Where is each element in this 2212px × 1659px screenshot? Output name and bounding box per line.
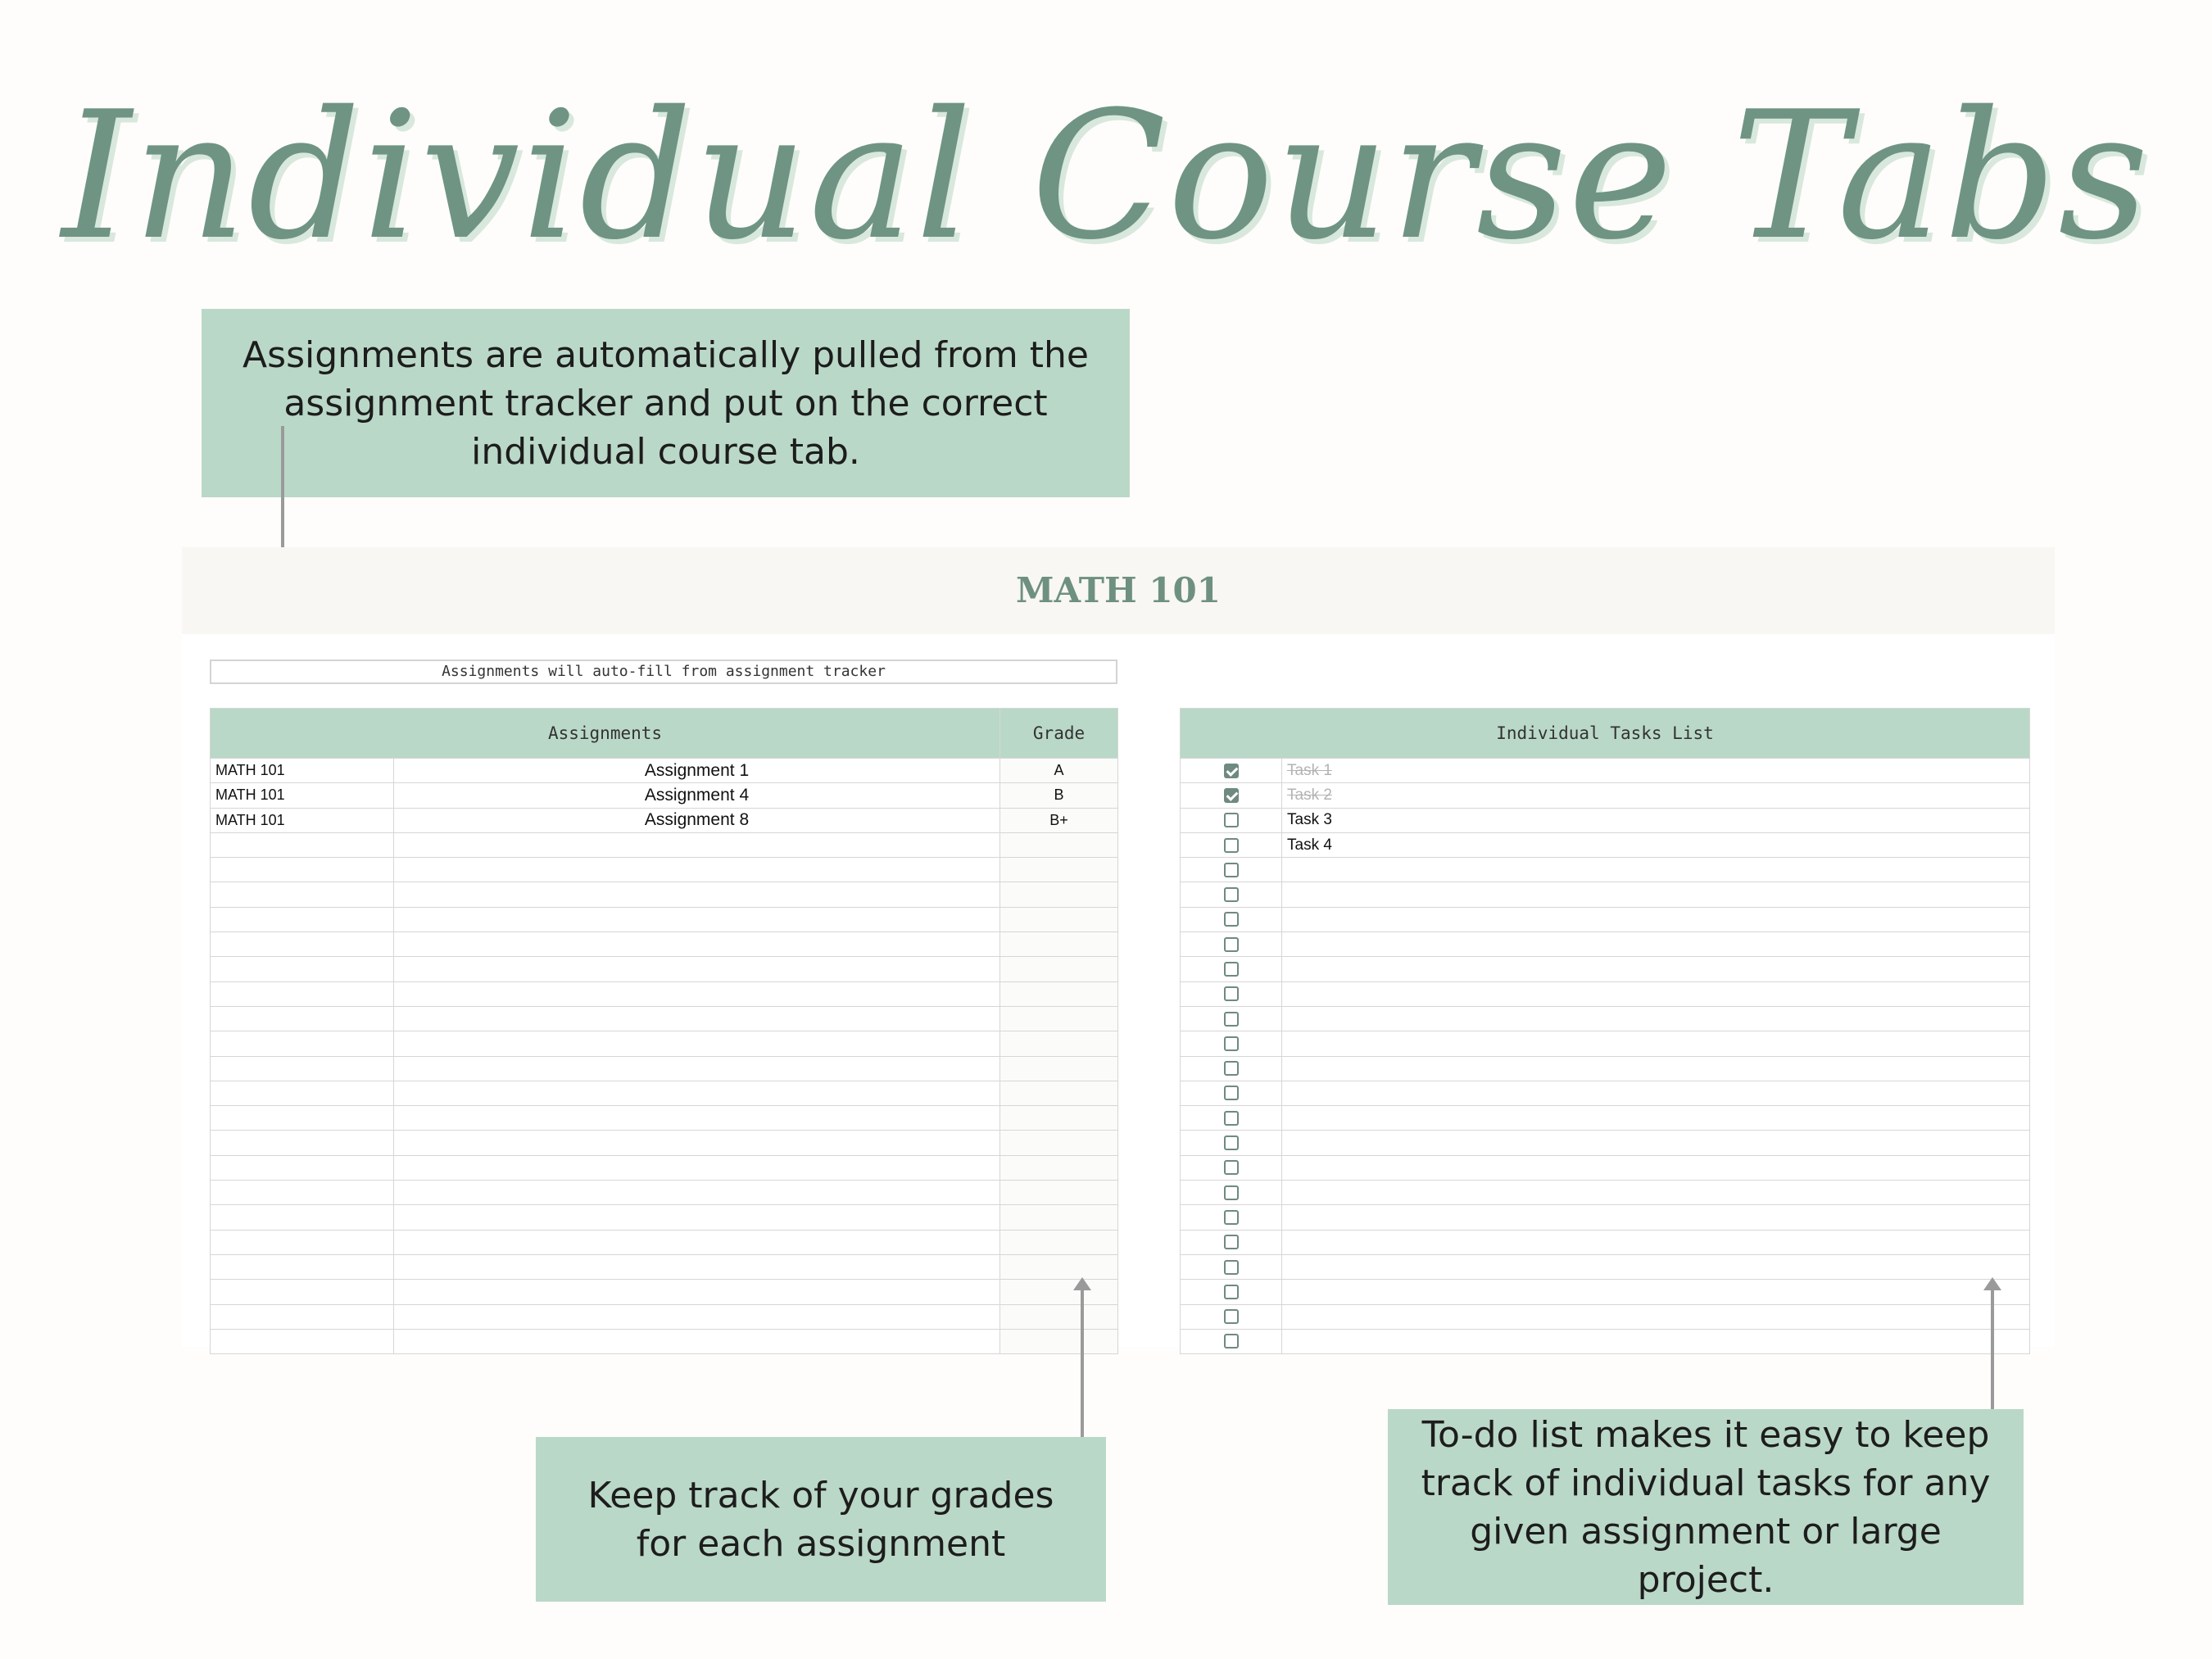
grade-cell[interactable] (1000, 858, 1118, 882)
grade-cell[interactable]: A (1000, 759, 1118, 783)
assignment-name-cell[interactable] (394, 1254, 1000, 1279)
task-label-cell[interactable] (1282, 1181, 2030, 1205)
assignment-name-cell[interactable] (394, 1106, 1000, 1131)
task-row (1181, 1181, 2030, 1205)
table-row (211, 1006, 1118, 1031)
table-row (211, 1254, 1118, 1279)
task-label-cell[interactable]: Task 1 (1282, 759, 2030, 783)
course-cell[interactable] (211, 882, 394, 907)
checkbox-cell (1181, 932, 1282, 957)
checkbox-cell (1181, 1131, 1282, 1155)
assignment-name-cell[interactable] (394, 981, 1000, 1006)
table-row (211, 957, 1118, 981)
course-cell[interactable] (211, 1031, 394, 1056)
task-checkbox[interactable] (1224, 912, 1239, 927)
course-cell[interactable] (211, 1329, 394, 1353)
assignment-name-cell[interactable] (394, 957, 1000, 981)
table-row (211, 808, 1118, 832)
table-row (211, 1304, 1118, 1329)
table-row (211, 832, 1118, 857)
task-label-cell[interactable] (1282, 1230, 2030, 1254)
grade-cell[interactable] (1000, 1304, 1118, 1329)
assignments-header: Assignments (211, 709, 1000, 759)
checkbox-cell (1181, 882, 1282, 907)
course-cell[interactable] (211, 1056, 394, 1081)
checkbox-cell (1181, 759, 1282, 783)
table-row (211, 932, 1118, 957)
assignment-name-cell[interactable] (394, 1031, 1000, 1056)
task-row (1181, 907, 2030, 931)
checkbox-cell (1181, 1254, 1282, 1279)
checkbox-cell (1181, 1031, 1282, 1056)
task-label-cell[interactable]: Task 4 (1282, 832, 2030, 857)
task-checkbox[interactable] (1224, 764, 1239, 778)
task-checkbox[interactable] (1224, 838, 1239, 853)
grade-cell[interactable] (1000, 1106, 1118, 1131)
grade-cell[interactable] (1000, 882, 1118, 907)
grade-cell[interactable] (1000, 832, 1118, 857)
assignment-name-cell[interactable]: Assignment 4 (394, 783, 1000, 808)
grade-cell[interactable] (1000, 1181, 1118, 1205)
assignments-table (210, 708, 1118, 1354)
grade-cell[interactable] (1000, 981, 1118, 1006)
assignment-name-cell[interactable] (394, 1181, 1000, 1205)
grade-cell[interactable] (1000, 1056, 1118, 1081)
task-checkbox[interactable] (1224, 1012, 1239, 1027)
checkbox-cell (1181, 981, 1282, 1006)
callout-grades: Keep track of your grades for each assignment (536, 1437, 1106, 1602)
task-label-cell[interactable]: Task 3 (1282, 808, 2030, 832)
table-row (211, 882, 1118, 907)
task-checkbox[interactable] (1224, 937, 1239, 952)
task-checkbox[interactable] (1224, 1061, 1239, 1076)
course-cell[interactable] (211, 1006, 394, 1031)
table-row (211, 1181, 1118, 1205)
checkbox-cell (1181, 1280, 1282, 1304)
autofill-note: Assignments will auto-fill from assignment tracker (210, 660, 1117, 684)
task-row (1181, 1106, 2030, 1131)
task-row (1181, 808, 2030, 832)
assignment-name-cell[interactable] (394, 1081, 1000, 1105)
course-header-band (182, 547, 2055, 634)
callout-assignments: Assignments are automatically pulled from the assignment tracker and put on the correct individual course tab. (202, 309, 1130, 497)
assignment-name-cell[interactable]: Assignment 8 (394, 808, 1000, 832)
grade-cell[interactable] (1000, 1155, 1118, 1180)
course-cell[interactable] (211, 832, 394, 857)
grade-cell[interactable] (1000, 1006, 1118, 1031)
course-cell[interactable] (211, 1280, 394, 1304)
grade-cell[interactable] (1000, 932, 1118, 957)
table-row (211, 1329, 1118, 1353)
course-cell[interactable] (211, 957, 394, 981)
task-checkbox[interactable] (1224, 1235, 1239, 1249)
course-cell[interactable] (211, 1304, 394, 1329)
task-row (1181, 1056, 2030, 1081)
course-cell[interactable] (211, 1230, 394, 1254)
checkbox-cell (1181, 1106, 1282, 1131)
task-label-cell[interactable] (1282, 932, 2030, 957)
checkbox-cell (1181, 1230, 1282, 1254)
checkbox-cell (1181, 1181, 1282, 1205)
table-row (211, 1280, 1118, 1304)
task-row (1181, 1081, 2030, 1105)
course-cell[interactable]: MATH 101 (211, 808, 394, 832)
checkbox-cell (1181, 1056, 1282, 1081)
checkbox-cell (1181, 1205, 1282, 1230)
grade-cell[interactable]: B (1000, 783, 1118, 808)
checkbox-cell (1181, 808, 1282, 832)
task-label-cell[interactable] (1282, 907, 2030, 931)
task-label-cell[interactable] (1282, 1056, 2030, 1081)
task-label-cell[interactable] (1282, 1205, 2030, 1230)
task-row (1181, 1131, 2030, 1155)
task-checkbox[interactable] (1224, 1036, 1239, 1051)
course-cell[interactable] (211, 858, 394, 882)
task-row (1181, 1031, 2030, 1056)
arrow-head-up-tasks (1983, 1277, 2001, 1290)
table-row (211, 1031, 1118, 1056)
table-row (211, 1205, 1118, 1230)
table-row (211, 1230, 1118, 1254)
arrow-head-up-grade (1073, 1277, 1091, 1290)
task-label-cell[interactable]: Task 2 (1282, 783, 2030, 808)
task-row (1181, 957, 2030, 981)
course-title: MATH 101 (1015, 570, 1221, 610)
grade-cell[interactable] (1000, 907, 1118, 931)
task-label-cell[interactable] (1282, 1106, 2030, 1131)
task-checkbox[interactable] (1224, 986, 1239, 1001)
task-row (1181, 1205, 2030, 1230)
checkbox-cell (1181, 1304, 1282, 1329)
table-row (211, 1106, 1118, 1131)
assignment-name-cell[interactable] (394, 1230, 1000, 1254)
grade-header: Grade (1000, 709, 1118, 759)
table-row (211, 981, 1118, 1006)
task-row (1181, 1155, 2030, 1180)
task-checkbox[interactable] (1224, 1334, 1239, 1349)
task-label-cell[interactable] (1282, 1304, 2030, 1329)
course-cell[interactable] (211, 1106, 394, 1131)
task-checkbox[interactable] (1224, 1210, 1239, 1225)
task-label-cell[interactable] (1282, 1329, 2030, 1353)
grade-cell[interactable] (1000, 1254, 1118, 1279)
task-row (1181, 783, 2030, 808)
task-row (1181, 1230, 2030, 1254)
task-row (1181, 882, 2030, 907)
course-cell[interactable] (211, 1181, 394, 1205)
checkbox-cell (1181, 957, 1282, 981)
task-label-cell[interactable] (1282, 858, 2030, 882)
course-cell[interactable] (211, 1254, 394, 1279)
table-row (211, 1155, 1118, 1180)
grade-cell[interactable] (1000, 1230, 1118, 1254)
task-row (1181, 858, 2030, 882)
table-row (211, 1081, 1118, 1105)
grade-cell[interactable] (1000, 957, 1118, 981)
task-row (1181, 1304, 2030, 1329)
checkbox-cell (1181, 1155, 1282, 1180)
grade-cell[interactable] (1000, 1031, 1118, 1056)
task-row (1181, 832, 2030, 857)
grade-cell[interactable] (1000, 1205, 1118, 1230)
task-checkbox[interactable] (1224, 1185, 1239, 1200)
task-checkbox[interactable] (1224, 1135, 1239, 1150)
task-checkbox[interactable] (1224, 813, 1239, 827)
task-row (1181, 1280, 2030, 1304)
task-row (1181, 759, 2030, 783)
task-label-cell[interactable] (1282, 1031, 2030, 1056)
callout-todo: To-do list makes it easy to keep track of individual tasks for any given assignment or large project. (1388, 1409, 2024, 1605)
course-cell[interactable] (211, 907, 394, 931)
table-row (211, 1131, 1118, 1155)
task-row (1181, 1329, 2030, 1353)
table-row (211, 759, 1118, 783)
grade-cell[interactable]: B+ (1000, 808, 1118, 832)
course-cell[interactable] (211, 1131, 394, 1155)
task-row (1181, 1006, 2030, 1031)
task-row (1181, 981, 2030, 1006)
task-checkbox[interactable] (1224, 887, 1239, 902)
task-row (1181, 932, 2030, 957)
task-checkbox[interactable] (1224, 1309, 1239, 1324)
course-cell[interactable] (211, 1155, 394, 1180)
table-row (211, 1056, 1118, 1081)
task-label-cell[interactable] (1282, 1081, 2030, 1105)
table-row (211, 858, 1118, 882)
task-label-cell[interactable] (1282, 1254, 2030, 1279)
checkbox-cell (1181, 1081, 1282, 1105)
course-cell[interactable] (211, 1081, 394, 1105)
assignment-name-cell[interactable] (394, 1131, 1000, 1155)
checkbox-cell (1181, 1329, 1282, 1353)
course-cell[interactable]: MATH 101 (211, 759, 394, 783)
assignment-name-cell[interactable] (394, 1056, 1000, 1081)
task-checkbox[interactable] (1224, 1111, 1239, 1126)
task-label-cell[interactable] (1282, 1155, 2030, 1180)
task-checkbox[interactable] (1224, 1086, 1239, 1100)
assignment-name-cell[interactable] (394, 907, 1000, 931)
assignment-name-cell[interactable]: Assignment 1 (394, 759, 1000, 783)
checkbox-cell (1181, 1006, 1282, 1031)
assignment-name-cell[interactable] (394, 1205, 1000, 1230)
checkbox-cell (1181, 907, 1282, 931)
task-checkbox[interactable] (1224, 1160, 1239, 1175)
course-cell[interactable] (211, 1205, 394, 1230)
task-label-cell[interactable] (1282, 981, 2030, 1006)
assignment-name-cell[interactable] (394, 858, 1000, 882)
grade-cell[interactable] (1000, 1329, 1118, 1353)
task-checkbox[interactable] (1224, 788, 1239, 803)
arrow-up-grade (1081, 1290, 1084, 1456)
assignment-name-cell[interactable] (394, 1304, 1000, 1329)
task-checkbox[interactable] (1224, 962, 1239, 977)
page-title: Individual Course Tabs (61, 73, 2151, 279)
task-label-cell[interactable] (1282, 1131, 2030, 1155)
task-label-cell[interactable] (1282, 1280, 2030, 1304)
assignment-name-cell[interactable] (394, 882, 1000, 907)
assignment-name-cell[interactable] (394, 1155, 1000, 1180)
course-cell[interactable]: MATH 101 (211, 783, 394, 808)
tasks-table (1180, 708, 2030, 1354)
assignment-name-cell[interactable] (394, 932, 1000, 957)
task-checkbox[interactable] (1224, 1285, 1239, 1299)
course-cell[interactable] (211, 981, 394, 1006)
grade-cell[interactable] (1000, 1081, 1118, 1105)
assignment-name-cell[interactable] (394, 1006, 1000, 1031)
tasks-header: Individual Tasks List (1181, 709, 2030, 759)
assignment-name-cell[interactable] (394, 1329, 1000, 1353)
grade-cell[interactable] (1000, 1280, 1118, 1304)
checkbox-cell (1181, 783, 1282, 808)
table-row (211, 783, 1118, 808)
task-checkbox[interactable] (1224, 1260, 1239, 1275)
task-row (1181, 1254, 2030, 1279)
checkbox-cell (1181, 832, 1282, 857)
task-label-cell[interactable] (1282, 1006, 2030, 1031)
course-cell[interactable] (211, 932, 394, 957)
checkbox-cell (1181, 858, 1282, 882)
task-label-cell[interactable] (1282, 882, 2030, 907)
grade-cell[interactable] (1000, 1131, 1118, 1155)
task-checkbox[interactable] (1224, 863, 1239, 877)
table-row (211, 907, 1118, 931)
assignment-name-cell[interactable] (394, 1280, 1000, 1304)
assignment-name-cell[interactable] (394, 832, 1000, 857)
task-label-cell[interactable] (1282, 957, 2030, 981)
